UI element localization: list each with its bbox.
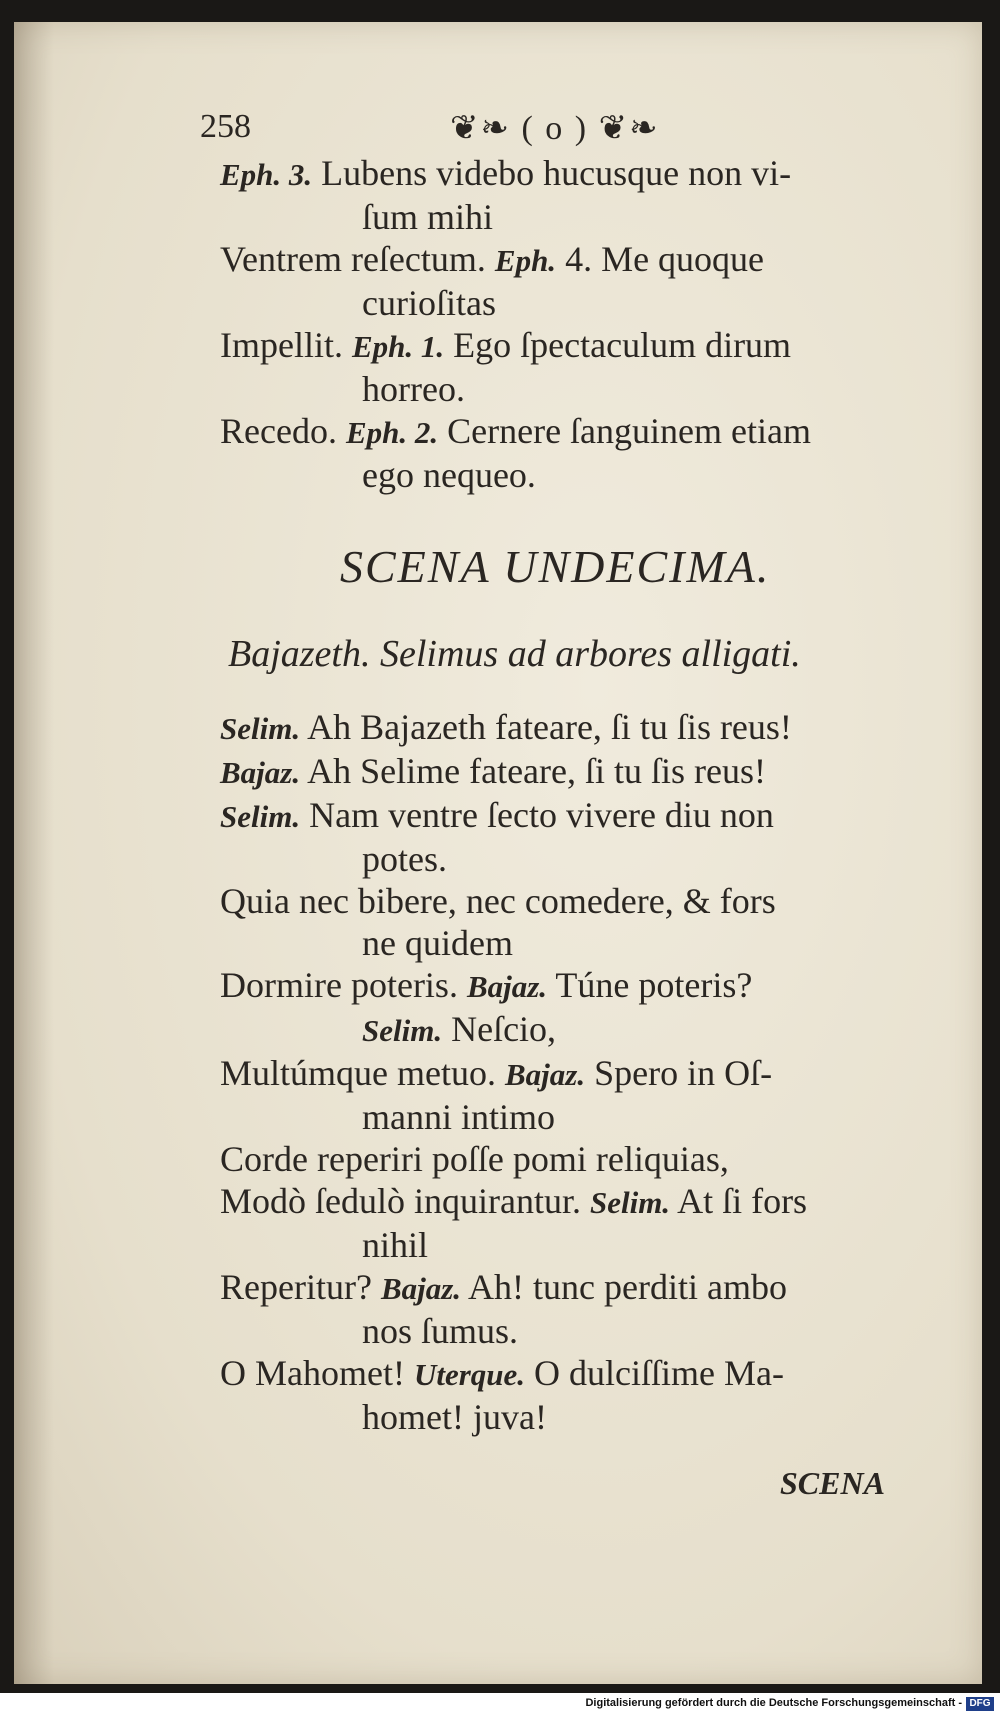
verse-line [220, 838, 940, 880]
speaker-label: Eph. 3. [220, 157, 313, 192]
verse-line [220, 1138, 940, 1180]
speaker-label: Eph. 1. [351, 329, 445, 364]
line-text: Lubens videbo hucusque non vi- [312, 153, 792, 193]
verse-block-top [220, 152, 940, 496]
speaker-label: Selim. [220, 711, 301, 746]
verse-line [220, 368, 940, 410]
speaker-label: Selim. [362, 1013, 443, 1048]
verse-line [220, 1180, 940, 1224]
scene-title: SCENA UNDECIMA. [340, 541, 771, 592]
header-ornament: ❦❧ ( o ) ❦❧ [450, 110, 660, 147]
line-text: potes. [362, 839, 447, 879]
verse-line [220, 1266, 940, 1310]
line-text: 4. Me quoque [556, 239, 765, 279]
dfg-logo: DFG [966, 1697, 994, 1711]
line-text: Ah Bajazeth fateare, ſi tu ſis reus! [300, 707, 792, 747]
line-text: manni intimo [362, 1097, 555, 1137]
line-text: curioſitas [362, 283, 496, 323]
verse-line [220, 750, 940, 794]
verse-line [220, 1310, 940, 1352]
verse-line [220, 880, 940, 922]
stage-direction: Bajazeth. Selimus ad arbores alligati. [228, 633, 801, 675]
line-text: Dormire poteris. [220, 965, 467, 1005]
speaker-label: Eph. [494, 243, 557, 278]
line-text: At ſi fors [670, 1181, 808, 1221]
verse-line [220, 1396, 940, 1438]
page-number: 258 [200, 108, 251, 145]
verse-line [220, 794, 940, 838]
speaker-label: Bajaz. [380, 1271, 462, 1306]
verse-line [220, 324, 940, 368]
verse-line [220, 238, 940, 282]
verse-line [220, 1052, 940, 1096]
verse-line [220, 1352, 940, 1396]
verse-line [220, 1224, 940, 1266]
line-text: Impellit. [220, 325, 352, 365]
line-text: Modò ſedulò inquirantur. [220, 1181, 590, 1221]
running-header [200, 108, 900, 158]
line-text: Nam ventre ſecto vivere diu non [300, 795, 774, 835]
digitization-footer [0, 1693, 1000, 1715]
speaker-label: Uterque. [413, 1357, 526, 1392]
line-text: horreo. [362, 369, 465, 409]
verse-line [220, 1008, 940, 1052]
speaker-label: Bajaz. [466, 969, 548, 1004]
verse-line [220, 1096, 940, 1138]
line-text: O dulciſſime Ma- [525, 1353, 784, 1393]
line-text: nos ſumus. [362, 1311, 519, 1351]
line-text: Recedo. [220, 411, 346, 451]
line-text: Multúmque metuo. [220, 1053, 505, 1093]
dialogue-block [220, 706, 940, 1438]
line-text: nihil [362, 1225, 429, 1265]
catchword: SCENA [780, 1465, 885, 1501]
verse-line [220, 152, 940, 196]
line-text: ne quidem [362, 923, 513, 963]
line-text: homet! juva! [362, 1397, 547, 1437]
line-text: Ego ſpectaculum dirum [444, 325, 792, 365]
speaker-label: Selim. [220, 799, 301, 834]
speaker-label: Bajaz. [504, 1057, 586, 1092]
line-text: Corde reperiri poſſe pomi reliquias, [220, 1139, 729, 1179]
verse-line [220, 410, 940, 454]
line-text: Ventrem reſectum. [220, 239, 495, 279]
verse-line [220, 196, 940, 238]
line-text: Quia nec bibere, nec comedere, & fors [220, 881, 776, 921]
line-text: Neſcio, [442, 1009, 557, 1049]
speaker-label: Bajaz. [220, 755, 301, 790]
line-text: Ah Selime fateare, ſi tu ſis reus! [300, 751, 766, 791]
verse-line [220, 706, 940, 750]
verse-line [220, 922, 940, 964]
speaker-label: Selim. [589, 1185, 671, 1220]
footer-credit: Digitalisierung gefördert durch die Deutsche Forschungsgemeinschaft - [585, 1697, 962, 1709]
line-text: ſum mihi [362, 197, 494, 237]
line-text: Túne poteris? [547, 965, 753, 1005]
line-text: Reperitur? [220, 1267, 381, 1307]
line-text: O Mahomet! [220, 1353, 414, 1393]
verse-line [220, 964, 940, 1008]
line-text: Cernere ſanguinem etiam [438, 411, 811, 451]
verse-line [220, 282, 940, 324]
page-spine-shadow [14, 22, 54, 1684]
line-text: Ah! tunc perditi ambo [461, 1267, 787, 1307]
line-text: ego nequeo. [362, 455, 536, 495]
verse-line [220, 454, 940, 496]
line-text: Spero in Oſ- [585, 1053, 773, 1093]
speaker-label: Eph. 2. [345, 415, 439, 450]
